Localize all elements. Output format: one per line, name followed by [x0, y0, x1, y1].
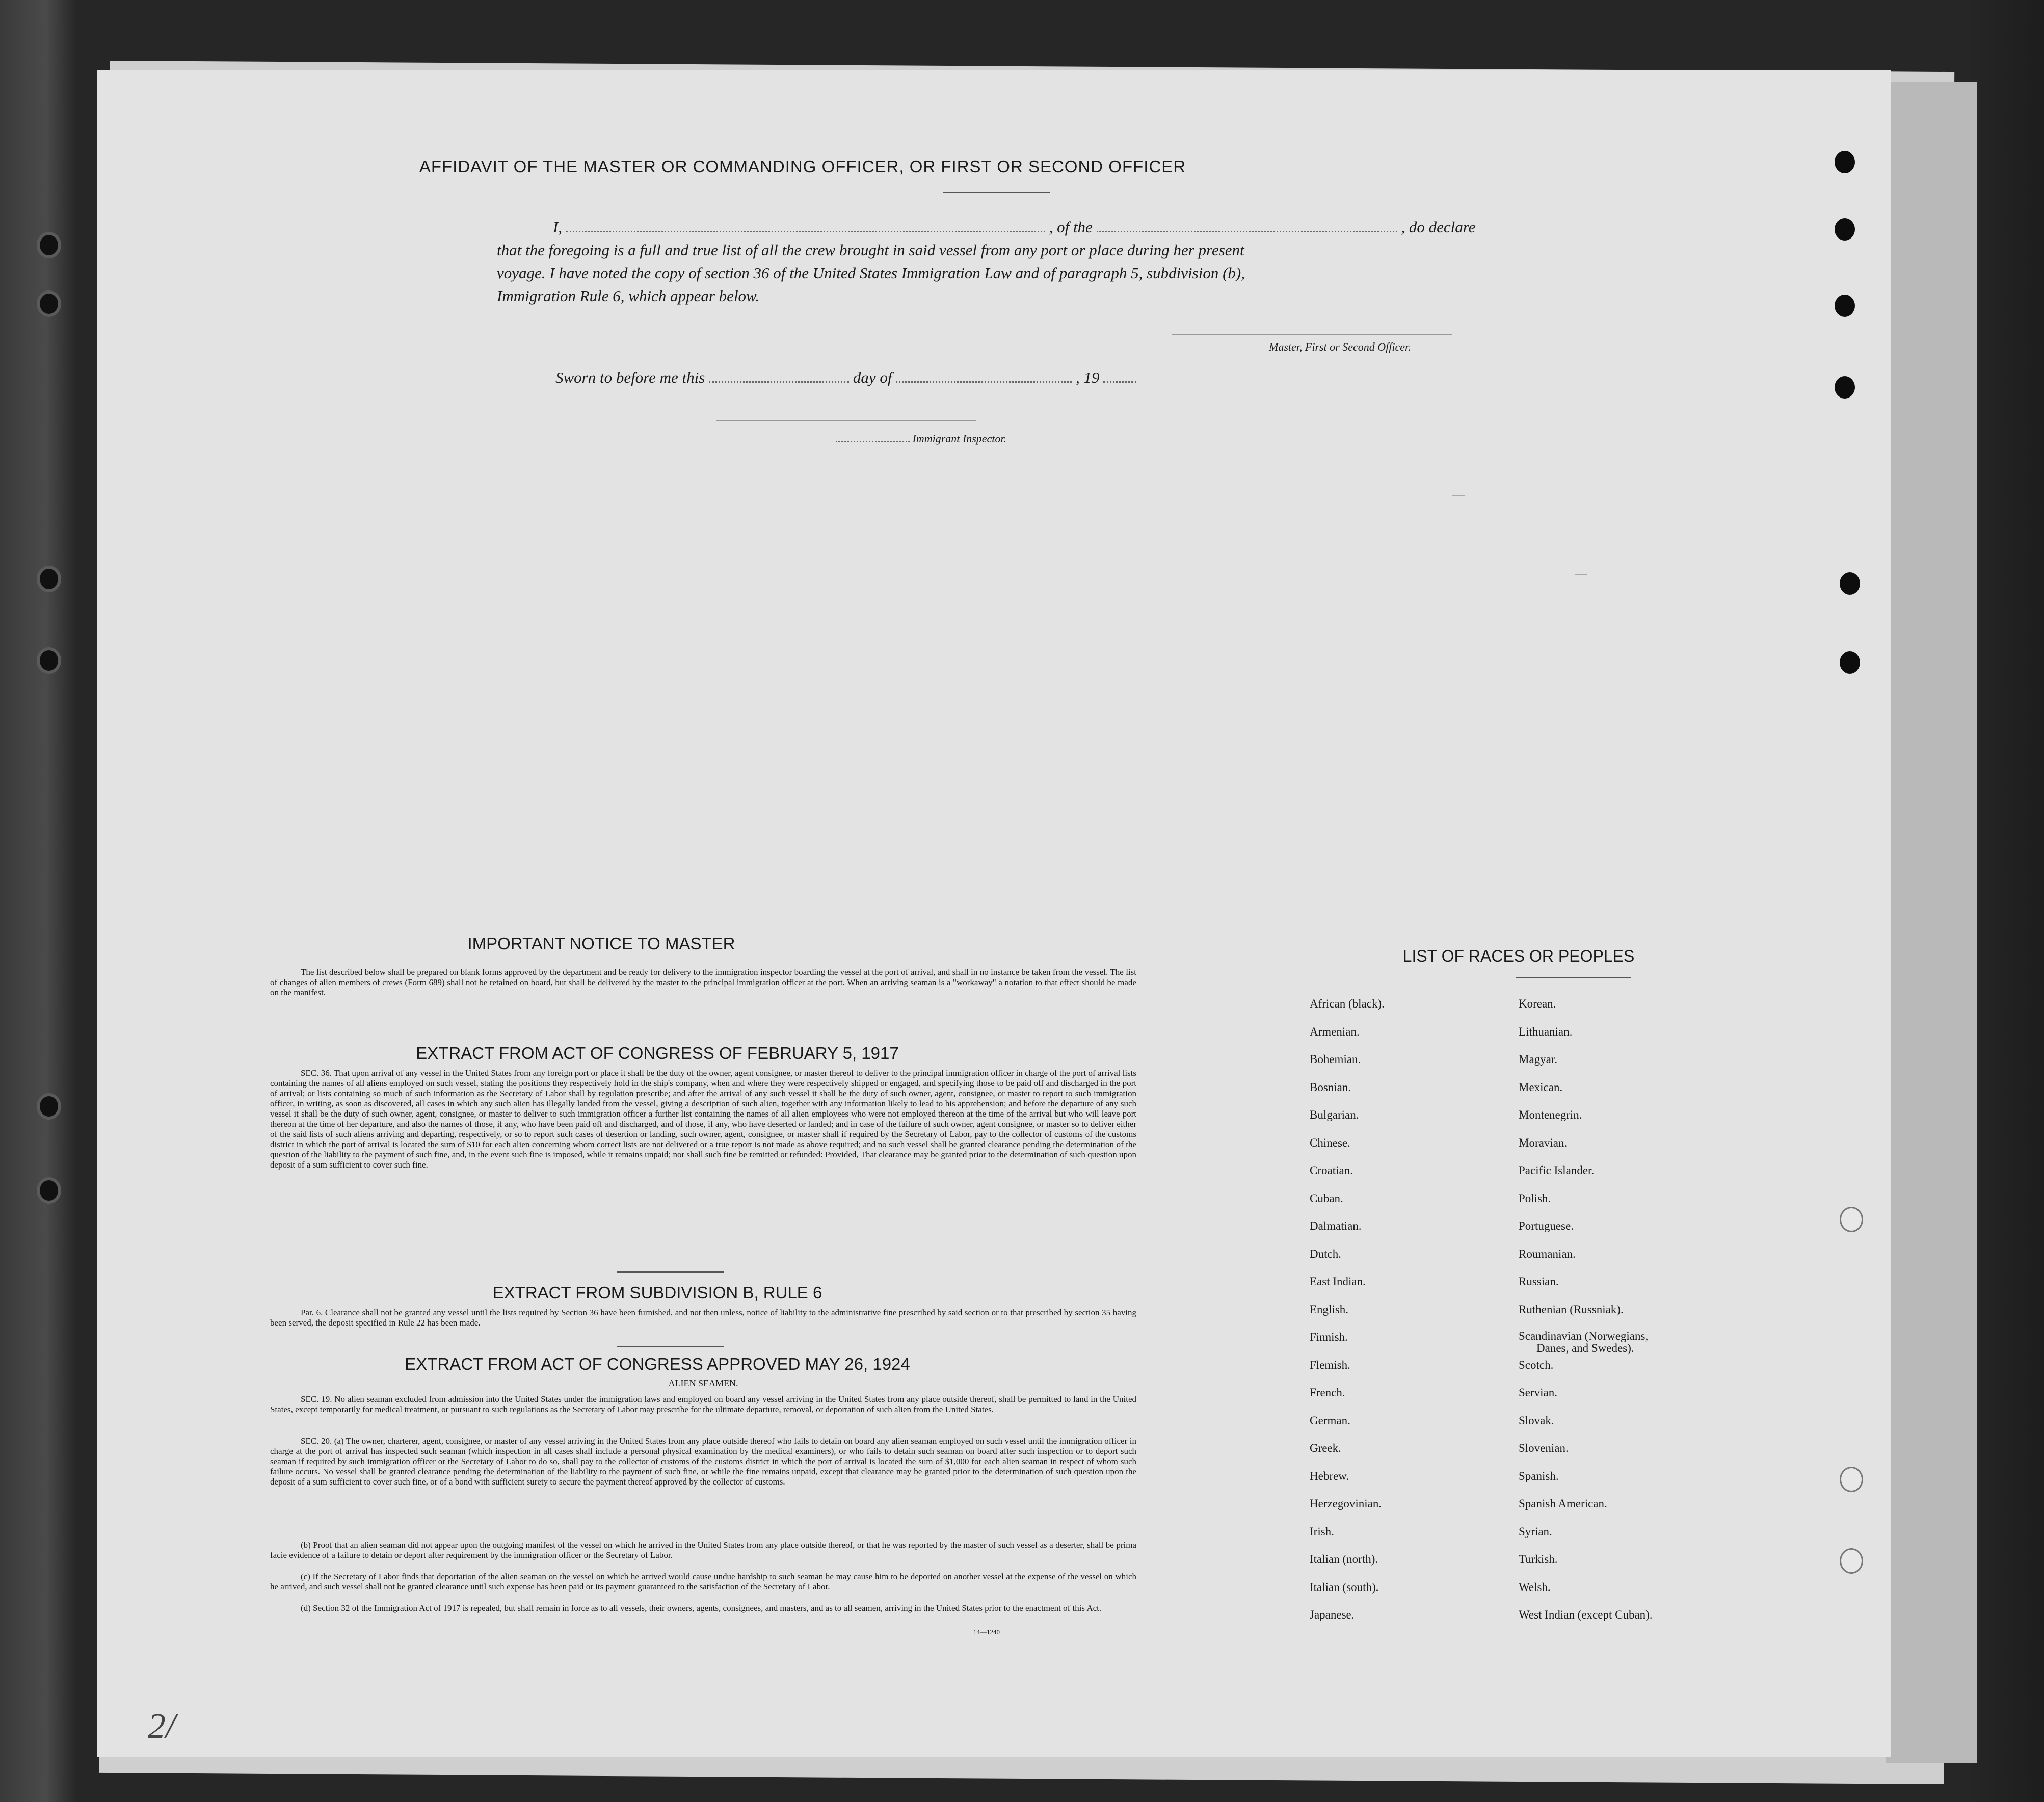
section-rule — [617, 1271, 724, 1273]
race-item: Bosnian. — [1310, 1080, 1351, 1094]
race-item: Lithuanian. — [1519, 1025, 1573, 1038]
affidavit-title: AFFIDAVIT OF THE MASTER OR COMMANDING OFFICER, OR FIRST OR SECOND OFFICER — [419, 157, 1186, 176]
signer-label: Master, First or Second Officer. — [1269, 340, 1411, 353]
punch-hole — [1840, 1207, 1863, 1232]
race-item: Irish. — [1310, 1525, 1334, 1538]
extract-1924-sec20c: (c) If the Secretary of Labor finds that deportation of the alien seaman on the vessel on which he arrived would cause undue hardship to such seaman he may cause him to be deported on another vessel at the expense of the vessel on which he arrived, and such vessel shall not be granted clearance until such expense has been paid or its payment guaranteed to the satisfaction of the Secretary of Labor. — [270, 1572, 1136, 1592]
affidavit-page — [97, 70, 1891, 1757]
punch-hole — [1835, 151, 1855, 173]
race-item: Magyar. — [1519, 1053, 1558, 1066]
extract-1924-sec20d: (d) Section 32 of the Immigration Act of 1917 is repealed, but shall remain in force as to all vessels, their owners, agents, consignees, and masters, and as to all seamen, arriving in the United States prior to the enactment of this Act. — [301, 1603, 1102, 1613]
race-item: Italian (south). — [1310, 1580, 1379, 1594]
punch-hole — [1840, 651, 1860, 674]
race-item: Bulgarian. — [1310, 1108, 1359, 1121]
race-item: Croatian. — [1310, 1164, 1353, 1177]
race-item: African (black). — [1310, 997, 1385, 1010]
form-number: 14—1240 — [973, 1628, 1000, 1636]
declaration-line-4: Immigration Rule 6, which appear below. — [497, 287, 760, 305]
race-item-continuation: Danes, and Swedes). — [1536, 1342, 1634, 1355]
declaration-i: I, — [553, 218, 563, 236]
title-rule — [943, 192, 1050, 193]
race-item: Armenian. — [1310, 1025, 1360, 1038]
bleed-through-text: — — [1575, 567, 1587, 581]
punch-hole — [1835, 295, 1855, 317]
year-prefix: , 19 — [1075, 368, 1100, 386]
declaration-line-2: that the foregoing is a full and true list of all the crew brought in said vessel from any port or place during her present — [497, 241, 1244, 259]
race-item: Welsh. — [1519, 1580, 1551, 1594]
punch-hole — [1835, 218, 1855, 241]
declaration-line-1 — [553, 218, 1475, 236]
race-item: Dutch. — [1310, 1247, 1341, 1260]
inspector-dots — [836, 441, 910, 442]
extract-1917-text: SEC. 36. That upon arrival of any vessel in the United States from any foreign port or place it shall be the duty of the owner, agent consignee, or master thereof to deliver to the principal immigration officer in charge of the port of arrival lists containing the names of all aliens employed on such vessel, stating the positions they respectively hold in the ship's company, when and where they were respectively shipped or engaged, and specifying those to be paid off and discharged in the port of arrival; or lists containing so much of such information as the Secretary of Labor shall by regulation prescribe; and after the arrival of any such vessel it shall be the duty of such owner, agent, consignee, or master to report to such immigration officer, in writing, as soon as discovered, all cases in which any such alien has illegally landed from the vessel, giving a description of such alien, together with any information likely to lead to his apprehension; and before the departure of any such vessel it shall be the duty of such owner, agent, consignee, or master to deliver to such immigration officer a further list containing the names of all alien employees who were not employed thereon at the time of the arrival but who will leave port thereon at the time of her departure, and also the names of those, if any, who have been paid off and discharged, and of those, if any, who have deserted or landed; and in case of the failure of such owner, agent consignee, or master so to deliver either of the said lists of such aliens arriving and departing, respectively, or so to report such cases of desertion or landing, such owner, agent, consignee, or master shall if required by the Secretary of Labor, pay to the collector of customs of the customs district in which the port of arrival is located the sum of $10 for each alien concerning whom correct lists are not delivered or a true report is not made as above required; and no such vessel shall be granted clearance pending the determination of the question of the liability to the payment of such fine, and, in the event such fine is imposed, while it remains unpaid; nor shall such fine be remitted or refunded: Provided, That clearance may be granted prior to the determination of such question upon deposit of a sum sufficient to cover such fine. — [270, 1068, 1136, 1170]
race-item: Mexican. — [1519, 1080, 1563, 1094]
sworn-text: Sworn to before me this — [555, 368, 705, 386]
notice-text: The list described below shall be prepared on blank forms approved by the department and be ready for delivery to the immigration inspector boarding the vessel at the port of arrival, and shall in no instance be taken from the vessel. The list of changes of alien members of crews (Form 689) shall not be retained on board, but shall be delivered by the master to the principal immigration officer at the port. When an arriving seaman is a "workaway" a notation to that effect should be made on the manifest. — [270, 967, 1136, 997]
race-item: Servian. — [1519, 1386, 1558, 1399]
races-left-column — [1310, 994, 1503, 1633]
binder-hole — [37, 1093, 61, 1120]
race-item: West Indian (except Cuban). — [1519, 1608, 1653, 1621]
extract-1917-title: EXTRACT FROM ACT OF CONGRESS OF FEBRUARY 5, 1917 — [416, 1044, 899, 1063]
month-blank[interactable] — [896, 381, 1072, 383]
race-item: Hebrew. — [1310, 1469, 1349, 1482]
day-of-text: day of — [853, 368, 892, 386]
declaration-of-the: , of the — [1049, 218, 1093, 236]
race-item: Roumanian. — [1519, 1247, 1576, 1260]
binder-hole — [37, 1177, 61, 1204]
extract-rule6-text: Par. 6. Clearance shall not be granted any vessel until the lists required by Section 36 have been furnished, and not then unless, notice of liability to the administrative fine prescribed by said section or to that prescribed by section 35 having been served, the deposit specified in Rule 22 has been made. — [270, 1308, 1136, 1328]
inspector-signature-line[interactable] — [716, 420, 976, 421]
extract-rule6-title: EXTRACT FROM SUBDIVISION B, RULE 6 — [492, 1283, 822, 1302]
race-item: Pacific Islander. — [1519, 1164, 1595, 1177]
race-item: Korean. — [1519, 997, 1556, 1010]
race-item: Russian. — [1519, 1275, 1559, 1288]
race-item: Spanish. — [1519, 1469, 1559, 1482]
race-item: Italian (north). — [1310, 1553, 1378, 1566]
punch-hole — [1840, 572, 1860, 595]
declaration-line-3: voyage. I have noted the copy of section 36 of the United States Immigration Law and of paragraph 5, subdivision (b), — [497, 264, 1245, 282]
race-item: Chinese. — [1310, 1136, 1350, 1149]
vessel-blank[interactable] — [1097, 231, 1397, 232]
race-item: Syrian. — [1519, 1525, 1552, 1538]
race-item: East Indian. — [1310, 1275, 1366, 1288]
race-item: English. — [1310, 1303, 1349, 1316]
race-item: Scandinavian (Norwegians, Danes, and Swedes). — [1519, 1327, 1763, 1355]
extract-1924-subtitle: ALIEN SEAMEN. — [668, 1378, 738, 1388]
race-item: Montenegrin. — [1519, 1108, 1582, 1121]
punch-hole — [1840, 1548, 1863, 1574]
day-blank[interactable] — [709, 381, 849, 383]
inspector-label — [836, 432, 1006, 445]
notice-title: IMPORTANT NOTICE TO MASTER — [467, 934, 735, 953]
race-item: Slovenian. — [1519, 1442, 1569, 1454]
race-item: Moravian. — [1519, 1136, 1568, 1149]
underlying-sheet-edge — [1886, 82, 1977, 1763]
race-item: Polish. — [1519, 1191, 1551, 1205]
race-item: Herzegovinian. — [1310, 1497, 1382, 1510]
binder-hole — [37, 232, 61, 258]
binder-hole — [37, 566, 61, 592]
race-item: Greek. — [1310, 1442, 1341, 1454]
punch-hole — [1840, 1467, 1863, 1492]
race-item: Ruthenian (Russniak). — [1519, 1303, 1624, 1316]
race-item: Turkish. — [1519, 1553, 1558, 1566]
year-blank[interactable] — [1103, 381, 1136, 383]
name-blank[interactable] — [566, 231, 1045, 232]
extract-1924-sec20b: (b) Proof that an alien seaman did not appear upon the outgoing manifest of the vessel on which he arrived in the United States from any place outside thereof, or that he was reported by the master of such vessel as a deserter, shall be prima facie evidence of a failure to detain or deport after requirement by the immigration officer or the Secretary of Labor. — [270, 1540, 1136, 1560]
race-item: German. — [1310, 1414, 1350, 1427]
binder-hole — [37, 647, 61, 674]
race-item: Slovak. — [1519, 1414, 1554, 1427]
race-item: Cuban. — [1310, 1191, 1343, 1205]
races-title-rule — [1516, 977, 1631, 978]
race-item: Dalmatian. — [1310, 1220, 1362, 1232]
extract-1924-sec20a: SEC. 20. (a) The owner, charterer, agent, consignee, or master of any vessel arriving in the United States from any place outside thereof who fails to detain on board any alien seaman employed on such vessel until the immigration officer in charge at the port of arrival has inspected such seaman (which inspection in all cases shall include a personal physical examination by the medical examiners), or who fails to detain such seaman on board after such inspection or to deport such seaman if required by such immigration officer or the Secretary of Labor to do so, shall pay to the collector of customs of the customs district in which the port of arrival is located the sum of $1,000 for each alien seaman in respect of whom such failure occurs. No vessel shall be granted clearance pending the determination of the liability to the payment of such fine, or while the fine remains unpaid, except that clearance may be granted prior to the determination of such question upon the deposit of a sum sufficient to cover such fine, or of a bond with sufficient surety to secure the payment thereof approved by the collector of customs. — [270, 1436, 1136, 1487]
extract-1924-sec19: SEC. 19. No alien seaman excluded from admission into the United States under the immigration laws and employed on board any vessel arriving in the United States from any place outside thereof, shall be permitted to land in the United States, except temporarily for medical treatment, or pursuant to such regulations as the Secretary of Labor may prescribe for the ultimate departure, removal, or deportation of such alien from the United States. — [270, 1394, 1136, 1414]
declaration-do-declare: , do declare — [1401, 218, 1476, 236]
handwritten-mark: 2/ — [148, 1707, 176, 1746]
race-item: Portuguese. — [1519, 1220, 1574, 1232]
races-title: LIST OF RACES OR PEOPLES — [1402, 947, 1635, 965]
race-item: Bohemian. — [1310, 1053, 1361, 1066]
sworn-line — [555, 368, 1136, 387]
race-item: Japanese. — [1310, 1608, 1355, 1621]
section-rule — [617, 1346, 724, 1347]
race-item: Finnish. — [1310, 1331, 1348, 1343]
signature-line[interactable] — [1172, 334, 1452, 335]
extract-1924-title: EXTRACT FROM ACT OF CONGRESS APPROVED MAY 26, 1924 — [405, 1355, 910, 1373]
race-item: French. — [1310, 1386, 1345, 1399]
binder-hole — [37, 290, 61, 317]
inspector-label-text: Immigrant Inspector. — [912, 432, 1007, 445]
races-right-column — [1519, 994, 1763, 1633]
race-item: Flemish. — [1310, 1358, 1350, 1371]
race-item: Scotch. — [1519, 1358, 1554, 1371]
punch-hole — [1835, 376, 1855, 399]
bleed-through-text: — — [1452, 488, 1465, 502]
race-item: Spanish American. — [1519, 1497, 1607, 1510]
